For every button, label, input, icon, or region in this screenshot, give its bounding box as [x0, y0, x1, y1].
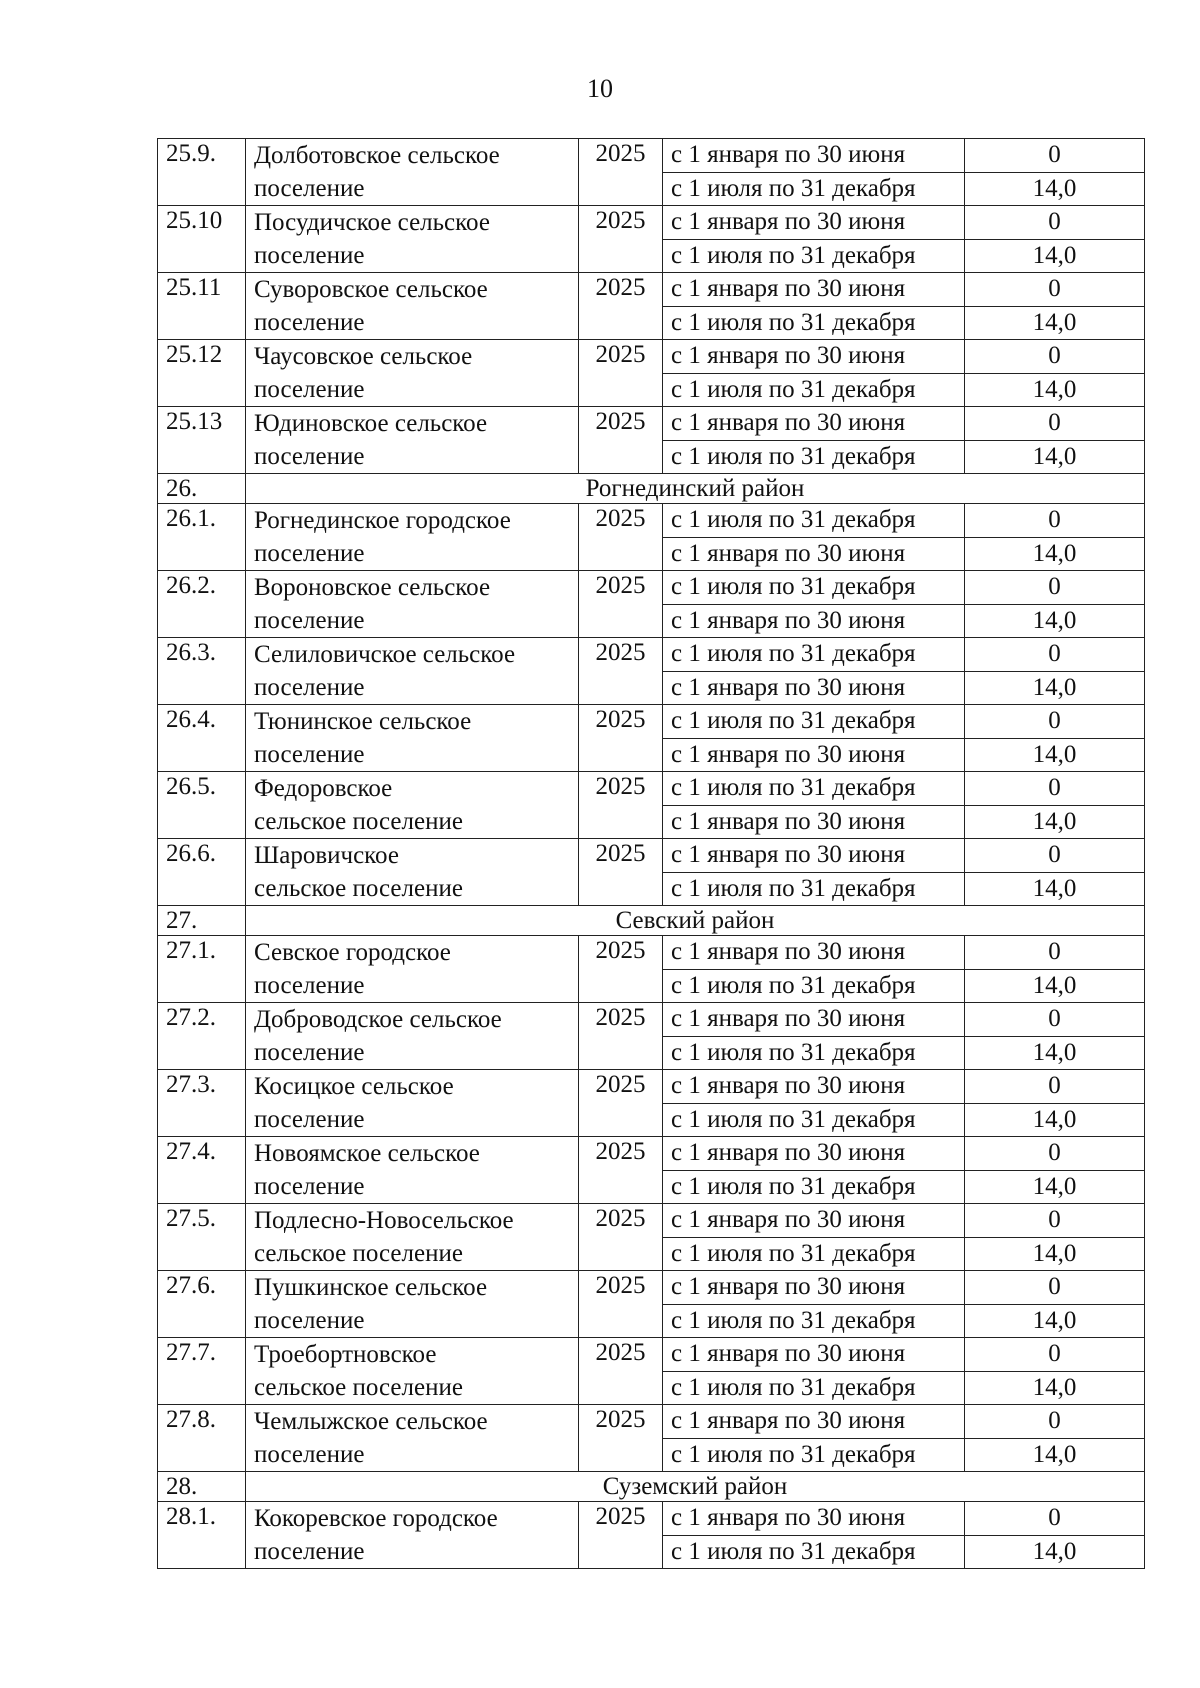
value-cell: 0	[965, 1204, 1145, 1238]
value-cell: 0	[965, 705, 1145, 739]
year-cell: 2025	[579, 1502, 663, 1569]
year-cell: 2025	[579, 705, 663, 772]
settlement-name	[246, 1502, 579, 1569]
period-cell: с 1 июля по 31 декабря	[663, 705, 965, 739]
settlement-name-line: сельское поселение	[254, 1240, 463, 1267]
year-cell: 2025	[579, 772, 663, 839]
value-cell: 0	[965, 638, 1145, 672]
value-cell: 14,0	[965, 969, 1145, 1003]
table-row	[158, 772, 1145, 806]
period-cell: с 1 января по 30 июня	[663, 1070, 965, 1104]
row-number: 26.1.	[158, 504, 246, 571]
settlement-name-line: Троебортновское	[254, 1341, 437, 1368]
row-number: 27.3.	[158, 1070, 246, 1137]
period-cell: с 1 января по 30 июня	[663, 407, 965, 441]
year-cell: 2025	[579, 936, 663, 1003]
value-cell: 0	[965, 772, 1145, 806]
settlement-name	[246, 772, 579, 839]
table-row	[158, 1003, 1145, 1037]
period-cell: с 1 января по 30 июня	[663, 340, 965, 374]
settlement-name	[246, 1204, 579, 1271]
row-number: 27.5.	[158, 1204, 246, 1271]
row-number: 25.13	[158, 407, 246, 474]
table-body	[158, 139, 1145, 1569]
settlement-name-line: сельское поселение	[254, 808, 463, 835]
period-cell: с 1 января по 30 июня	[663, 537, 965, 571]
value-cell: 0	[965, 936, 1145, 970]
settlement-name-line: поселение	[254, 741, 365, 768]
row-number: 27.1.	[158, 936, 246, 1003]
year-cell: 2025	[579, 1405, 663, 1472]
settlement-name-line: Чемлыжское сельское	[254, 1408, 488, 1435]
settlement-name-line: Рогнединское городское	[254, 507, 511, 534]
table-row	[158, 504, 1145, 538]
settlement-name	[246, 638, 579, 705]
settlement-name-line: Суворовское сельское	[254, 276, 488, 303]
table-row	[158, 340, 1145, 374]
period-cell: с 1 июля по 31 декабря	[663, 239, 965, 273]
year-cell: 2025	[579, 638, 663, 705]
settlement-name-line: поселение	[254, 1173, 365, 1200]
settlement-name-line: Долботовское сельское	[254, 142, 500, 169]
table-row	[158, 1271, 1145, 1305]
period-cell: с 1 июля по 31 декабря	[663, 1170, 965, 1204]
table-row	[158, 1137, 1145, 1171]
year-cell: 2025	[579, 1338, 663, 1405]
section-number: 26.	[158, 474, 246, 504]
period-cell: с 1 января по 30 июня	[663, 1271, 965, 1305]
settlement-name-line: Доброводское сельское	[254, 1006, 502, 1033]
row-number: 27.7.	[158, 1338, 246, 1405]
table-row	[158, 1204, 1145, 1238]
period-cell: с 1 января по 30 июня	[663, 1204, 965, 1238]
settlement-name	[246, 1405, 579, 1472]
value-cell: 0	[965, 504, 1145, 538]
settlement-name	[246, 407, 579, 474]
settlement-name-line: поселение	[254, 972, 365, 999]
settlement-name	[246, 839, 579, 906]
table-row	[158, 407, 1145, 441]
settlement-name	[246, 705, 579, 772]
settlement-name-line: поселение	[254, 1039, 365, 1066]
settlement-name-line: поселение	[254, 540, 365, 567]
value-cell: 14,0	[965, 738, 1145, 772]
settlement-name-line: поселение	[254, 1538, 365, 1565]
settlement-name-line: поселение	[254, 443, 365, 470]
row-number: 26.2.	[158, 571, 246, 638]
settlement-name	[246, 1137, 579, 1204]
period-cell: с 1 января по 30 июня	[663, 1137, 965, 1171]
period-cell: с 1 июля по 31 декабря	[663, 306, 965, 340]
settlement-name	[246, 504, 579, 571]
settlement-name-line: сельское поселение	[254, 1374, 463, 1401]
settlement-name	[246, 1271, 579, 1338]
value-cell: 0	[965, 407, 1145, 441]
period-cell: с 1 января по 30 июня	[663, 1003, 965, 1037]
period-cell: с 1 июля по 31 декабря	[663, 1103, 965, 1137]
period-cell: с 1 июля по 31 декабря	[663, 504, 965, 538]
settlement-name	[246, 340, 579, 407]
row-number: 26.5.	[158, 772, 246, 839]
period-cell: с 1 января по 30 июня	[663, 1338, 965, 1372]
value-cell: 0	[965, 1405, 1145, 1439]
section-title: Суземский район	[246, 1472, 1145, 1502]
year-cell: 2025	[579, 407, 663, 474]
table-row	[158, 1338, 1145, 1372]
year-cell: 2025	[579, 571, 663, 638]
settlement-name-line: поселение	[254, 309, 365, 336]
year-cell: 2025	[579, 1137, 663, 1204]
period-cell: с 1 января по 30 июня	[663, 604, 965, 638]
period-cell: с 1 января по 30 июня	[663, 738, 965, 772]
period-cell: с 1 января по 30 июня	[663, 839, 965, 873]
period-cell: с 1 июля по 31 декабря	[663, 1535, 965, 1569]
value-cell: 14,0	[965, 172, 1145, 206]
settlement-name-line: Посудичское сельское	[254, 209, 490, 236]
period-cell: с 1 января по 30 июня	[663, 1502, 965, 1536]
value-cell: 14,0	[965, 604, 1145, 638]
row-number: 26.4.	[158, 705, 246, 772]
value-cell: 14,0	[965, 373, 1145, 407]
period-cell: с 1 января по 30 июня	[663, 936, 965, 970]
tariff-table	[157, 138, 1145, 1569]
value-cell: 14,0	[965, 306, 1145, 340]
period-cell: с 1 июля по 31 декабря	[663, 1036, 965, 1070]
value-cell: 0	[965, 139, 1145, 173]
value-cell: 14,0	[965, 805, 1145, 839]
period-cell: с 1 июля по 31 декабря	[663, 1371, 965, 1405]
value-cell: 14,0	[965, 671, 1145, 705]
row-number: 26.3.	[158, 638, 246, 705]
settlement-name-line: Вороновское сельское	[254, 574, 491, 601]
row-number: 27.4.	[158, 1137, 246, 1204]
table-row	[158, 1405, 1145, 1439]
period-cell: с 1 июля по 31 декабря	[663, 1304, 965, 1338]
year-cell: 2025	[579, 1070, 663, 1137]
value-cell: 14,0	[965, 239, 1145, 273]
period-cell: с 1 января по 30 июня	[663, 671, 965, 705]
settlement-name	[246, 571, 579, 638]
year-cell: 2025	[579, 206, 663, 273]
section-row	[158, 906, 1145, 936]
settlement-name	[246, 273, 579, 340]
row-number: 25.12	[158, 340, 246, 407]
value-cell: 0	[965, 839, 1145, 873]
value-cell: 14,0	[965, 1535, 1145, 1569]
value-cell: 0	[965, 1137, 1145, 1171]
settlement-name-line: поселение	[254, 1106, 365, 1133]
year-cell: 2025	[579, 1204, 663, 1271]
section-title: Рогнединский район	[246, 474, 1145, 504]
row-number: 26.6.	[158, 839, 246, 906]
settlement-name-line: поселение	[254, 1307, 365, 1334]
value-cell: 14,0	[965, 1438, 1145, 1472]
row-number: 27.8.	[158, 1405, 246, 1472]
value-cell: 0	[965, 1338, 1145, 1372]
value-cell: 14,0	[965, 872, 1145, 906]
year-cell: 2025	[579, 139, 663, 206]
period-cell: с 1 января по 30 июня	[663, 273, 965, 307]
settlement-name	[246, 206, 579, 273]
table-row	[158, 936, 1145, 970]
table-row	[158, 1070, 1145, 1104]
settlement-name-line: Пушкинское сельское	[254, 1274, 488, 1301]
period-cell: с 1 июля по 31 декабря	[663, 172, 965, 206]
settlement-name-line: поселение	[254, 376, 365, 403]
year-cell: 2025	[579, 839, 663, 906]
row-number: 27.6.	[158, 1271, 246, 1338]
settlement-name-line: Тюнинское сельское	[254, 708, 472, 735]
settlement-name-line: поселение	[254, 607, 365, 634]
value-cell: 0	[965, 1003, 1145, 1037]
table-row	[158, 705, 1145, 739]
value-cell: 0	[965, 1271, 1145, 1305]
settlement-name-line: Шаровичское	[254, 842, 399, 869]
year-cell: 2025	[579, 504, 663, 571]
value-cell: 14,0	[965, 1103, 1145, 1137]
value-cell: 14,0	[965, 1304, 1145, 1338]
section-title: Севский район	[246, 906, 1145, 936]
row-number: 25.9.	[158, 139, 246, 206]
settlement-name-line: поселение	[254, 175, 365, 202]
period-cell: с 1 января по 30 июня	[663, 206, 965, 240]
value-cell: 0	[965, 1070, 1145, 1104]
settlement-name-line: Подлесно-Новосельское	[254, 1207, 514, 1234]
year-cell: 2025	[579, 273, 663, 340]
year-cell: 2025	[579, 1271, 663, 1338]
period-cell: с 1 июля по 31 декабря	[663, 373, 965, 407]
settlement-name-line: Кокоревское городское	[254, 1505, 498, 1532]
period-cell: с 1 июля по 31 декабря	[663, 969, 965, 1003]
section-number: 28.	[158, 1472, 246, 1502]
table-row	[158, 139, 1145, 173]
value-cell: 0	[965, 340, 1145, 374]
row-number: 25.11	[158, 273, 246, 340]
settlement-name-line: Юдиновское сельское	[254, 410, 488, 437]
row-number: 25.10	[158, 206, 246, 273]
period-cell: с 1 июля по 31 декабря	[663, 872, 965, 906]
value-cell: 0	[965, 206, 1145, 240]
settlement-name-line: Селиловичское сельское	[254, 641, 516, 668]
value-cell: 14,0	[965, 537, 1145, 571]
settlement-name-line: поселение	[254, 1441, 365, 1468]
value-cell: 14,0	[965, 1371, 1145, 1405]
value-cell: 14,0	[965, 1170, 1145, 1204]
period-cell: с 1 января по 30 июня	[663, 139, 965, 173]
value-cell: 14,0	[965, 1237, 1145, 1271]
settlement-name-line: Севское городское	[254, 939, 451, 966]
period-cell: с 1 июля по 31 декабря	[663, 772, 965, 806]
table-row	[158, 638, 1145, 672]
table-row	[158, 839, 1145, 873]
page-number: 10	[587, 74, 613, 103]
settlement-name	[246, 139, 579, 206]
table-row	[158, 571, 1145, 605]
settlement-name-line: Новоямское сельское	[254, 1140, 480, 1167]
section-number: 27.	[158, 906, 246, 936]
table-row	[158, 206, 1145, 240]
year-cell: 2025	[579, 340, 663, 407]
settlement-name-line: поселение	[254, 674, 365, 701]
settlement-name	[246, 1070, 579, 1137]
row-number: 27.2.	[158, 1003, 246, 1070]
period-cell: с 1 июля по 31 декабря	[663, 571, 965, 605]
period-cell: с 1 января по 30 июня	[663, 805, 965, 839]
value-cell: 0	[965, 571, 1145, 605]
settlement-name-line: сельское поселение	[254, 875, 463, 902]
period-cell: с 1 июля по 31 декабря	[663, 638, 965, 672]
period-cell: с 1 июля по 31 декабря	[663, 440, 965, 474]
settlement-name-line: Косицкое сельское	[254, 1073, 454, 1100]
settlement-name	[246, 1338, 579, 1405]
value-cell: 14,0	[965, 1036, 1145, 1070]
section-row	[158, 1472, 1145, 1502]
period-cell: с 1 июля по 31 декабря	[663, 1237, 965, 1271]
row-number: 28.1.	[158, 1502, 246, 1569]
settlement-name	[246, 1003, 579, 1070]
value-cell: 0	[965, 273, 1145, 307]
value-cell: 14,0	[965, 440, 1145, 474]
year-cell: 2025	[579, 1003, 663, 1070]
section-row	[158, 474, 1145, 504]
settlement-name-line: Чаусовское сельское	[254, 343, 473, 370]
settlement-name	[246, 936, 579, 1003]
table-row	[158, 1502, 1145, 1536]
table-row	[158, 273, 1145, 307]
settlement-name-line: поселение	[254, 242, 365, 269]
period-cell: с 1 января по 30 июня	[663, 1405, 965, 1439]
period-cell: с 1 июля по 31 декабря	[663, 1438, 965, 1472]
value-cell: 0	[965, 1502, 1145, 1536]
settlement-name-line: Федоровское	[254, 775, 393, 802]
